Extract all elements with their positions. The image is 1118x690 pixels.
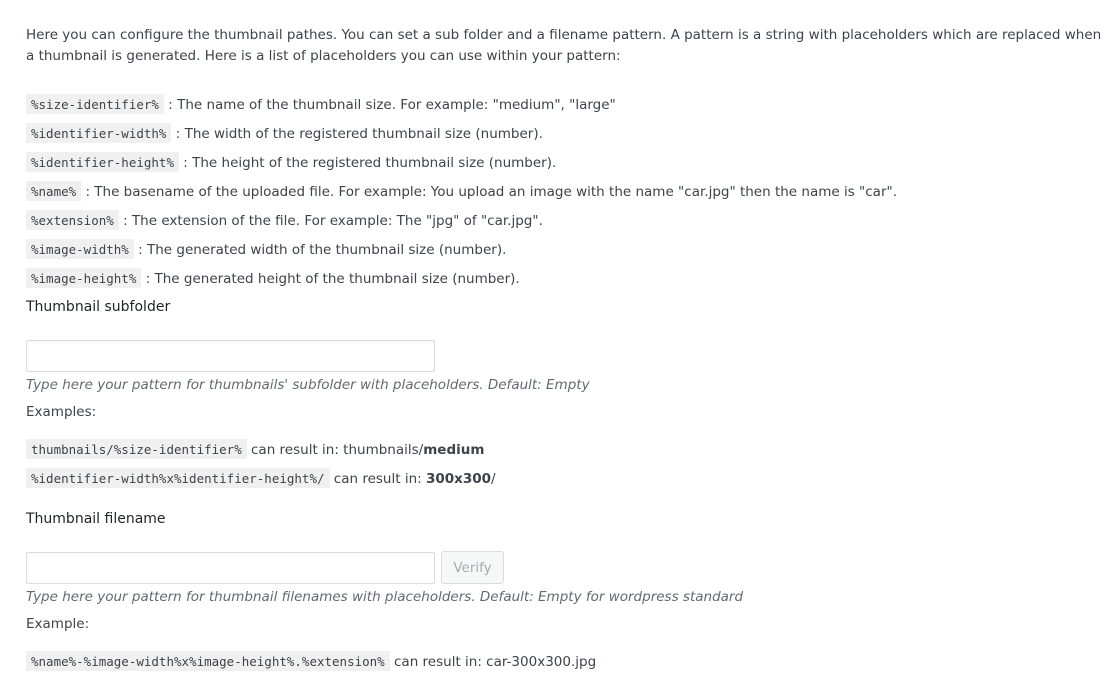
placeholder-desc: : The generated height of the thumbnail size (number).	[141, 271, 520, 287]
example-result-bold: medium	[423, 442, 485, 458]
placeholder-code: %identifier-height%	[26, 152, 179, 172]
example-result: can result in: car-300x300.jpg	[389, 654, 597, 670]
list-item	[26, 119, 897, 148]
placeholder-desc: : The width of the registered thumbnail size (number).	[171, 126, 543, 142]
filename-title: Thumbnail filename	[26, 511, 166, 527]
example-result-prefix: can result in:	[329, 471, 426, 487]
placeholder-code: %extension%	[26, 210, 119, 230]
placeholder-list	[26, 90, 897, 293]
subfolder-examples-label: Examples:	[26, 404, 97, 420]
list-item	[26, 264, 897, 293]
subfolder-description: Type here your pattern for thumbnails' subfolder with placeholders. Default: Empty	[26, 377, 590, 393]
placeholder-desc: : The generated width of the thumbnail size (number).	[133, 242, 507, 258]
list-item	[26, 206, 897, 235]
filename-input[interactable]	[26, 552, 435, 584]
placeholder-code: %image-width%	[26, 239, 134, 259]
subfolder-input[interactable]	[26, 340, 435, 372]
subfolder-example-row	[26, 435, 484, 464]
settings-panel	[0, 0, 1106, 67]
placeholder-code: %size-identifier%	[26, 94, 164, 114]
list-item	[26, 235, 897, 264]
placeholder-code: %name%	[26, 181, 81, 201]
list-item	[26, 148, 897, 177]
example-result-suffix: /	[491, 471, 496, 487]
intro-text: Here you can configure the thumbnail pathes. You can set a sub folder and a filename pattern. A pattern is a string with placeholders which are replaced when a thumbnail is generated. Here is a list of placeholders you can use within your pattern:	[26, 27, 1102, 64]
example-result-prefix: can result in: thumbnails/	[246, 442, 424, 458]
subfolder-example-row	[26, 464, 496, 493]
placeholder-code: %image-height%	[26, 268, 141, 288]
list-item	[26, 177, 897, 206]
subfolder-title: Thumbnail subfolder	[26, 299, 171, 315]
filename-example-row	[26, 647, 596, 676]
placeholder-desc: : The name of the thumbnail size. For example: "medium", "large"	[163, 97, 616, 113]
example-result-bold: 300x300	[425, 471, 492, 487]
example-code: %identifier-width%x%identifier-height%/	[26, 468, 330, 488]
filename-description: Type here your pattern for thumbnail filenames with placeholders. Default: Empty for wordpress standard	[26, 589, 744, 605]
placeholder-desc: : The extension of the file. For example: The "jpg" of "car.jpg".	[118, 213, 543, 229]
placeholder-desc: : The basename of the uploaded file. For example: You upload an image with the name "car.jpg" then the name is "car".	[81, 184, 898, 200]
verify-button[interactable]: Verify	[441, 551, 504, 584]
placeholder-code: %identifier-width%	[26, 123, 171, 143]
example-code: %name%-%image-width%x%image-height%.%extension%	[26, 651, 390, 671]
example-code: thumbnails/%size-identifier%	[26, 439, 247, 459]
placeholder-desc: : The height of the registered thumbnail size (number).	[179, 155, 557, 171]
filename-example-label: Example:	[26, 616, 90, 632]
list-item	[26, 90, 897, 119]
